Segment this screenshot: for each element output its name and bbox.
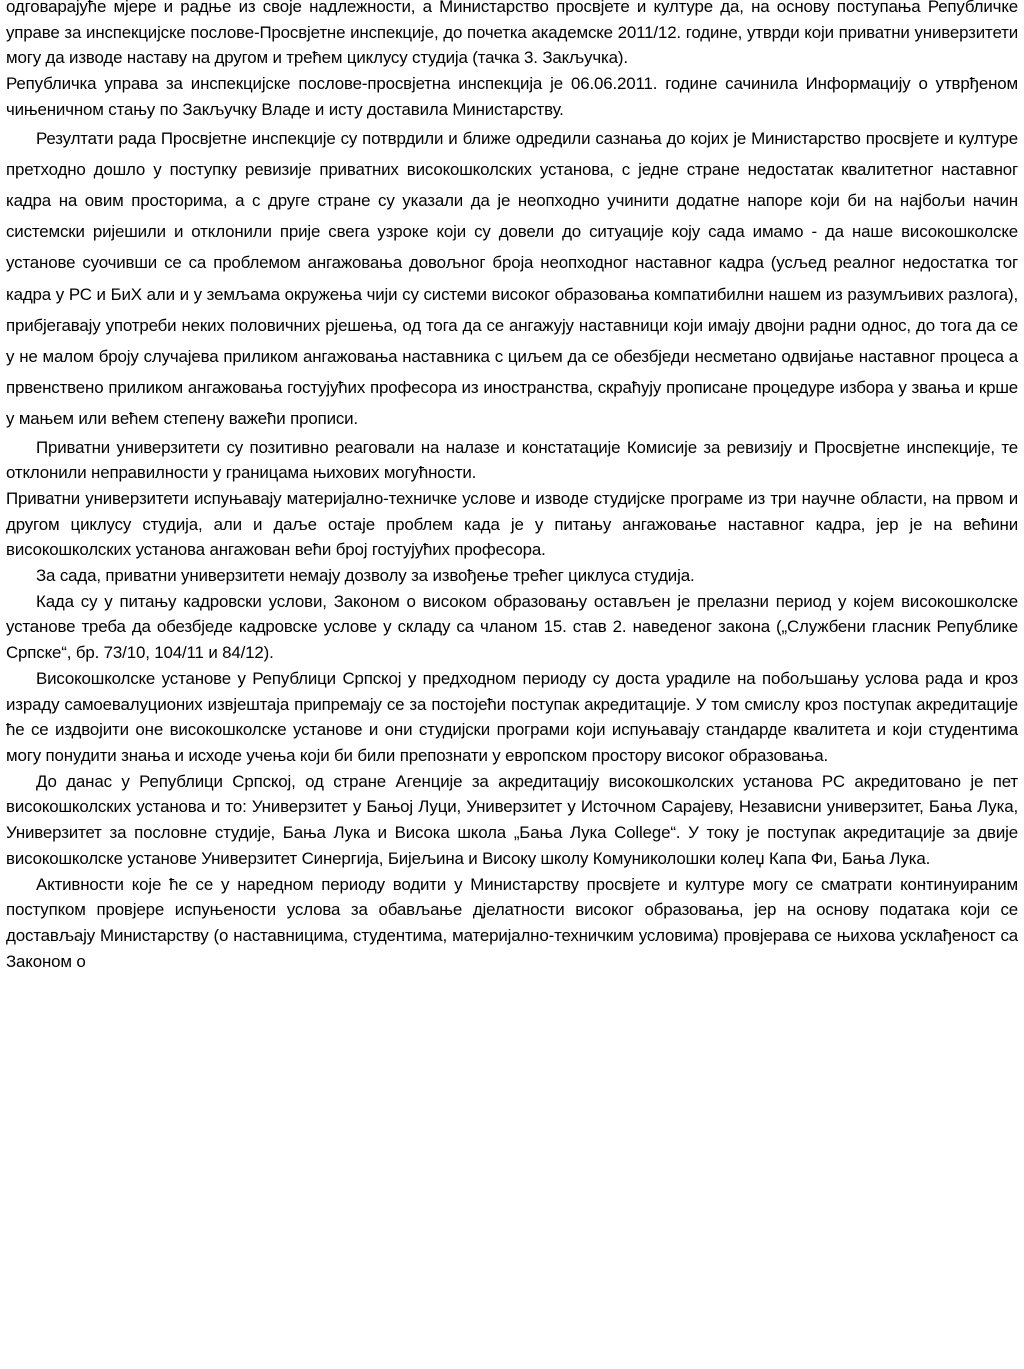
paragraph-10: Активности које ће се у наредном периоду водити у Министарству просвјете и културе могу се сматрати континуираним поступком провјере испуњености услова за обављање дјелатности високог образовања, јер на основу података који се достављају Министарству (о наставницима, студентима, материјално-техничким условима) провјерава се њихова усклађеност са Законом о bbox=[6, 874, 1018, 971]
paragraph-1: одговарајуће мјере и радње из своје надлежности, а Министарство просвјете и културе да, на основу поступања Републичке управе за инспекцијске послове-Просвјетне инспекције, до почетка академске 2011/12. године, утврди који приватни универзитети могу да изводе наставу на другом и трећем циклусу студија (тачка 3. Закључка). bbox=[6, 0, 1018, 68]
paragraph-5: Приватни универзитети испуњавају материјално-техничке услове и изводе студијске програме из три научне области, на првом и другом циклусу студија, али и даље остаје проблем када је у питању ангажовање наставног кадра, јер је на већини високошколских установа ангажован већи број гостујућих професора. bbox=[6, 488, 1018, 560]
paragraph-2: Републичка управа за инспекцијске послове-просвјетна инспекција је 06.06.2011. године сачинила Информацију о утврђеном чињеничном стању по Закључку Владе и исту доставила Министарству. bbox=[6, 74, 1018, 119]
paragraph-6: За сада, приватни универзитети немају дозволу за извођење трећег циклуса студија. bbox=[36, 566, 695, 586]
paragraph-7: Када су у питању кадровски услови, Законом о високом образовању остављен је прелазни период у којем високошколске установе треба да обезбједе кадровске услове у складу са чланом 15. став 2. наведеног закона („Службени гласник Републике Српске“, бр. 73/10, 104/11 и 84/12). bbox=[6, 591, 1018, 663]
paragraph-8: Високошколске установе у Републици Српској у предходном периоду су доста урадиле на побољшању услова рада и кроз израду самоевалуционих извјештаја припремају се за постојећи поступак акредитације. У том смислу кроз поступак акредитације ће се издвојити оне високошколске установе и они студијски програми који испуњавају стандарде квалитета и који студентима могу понудити знања и исходе учења који би били препознати у европском простору високог образовања. bbox=[6, 668, 1018, 765]
paragraph-3: Резултати рада Просвјетне инспекције су потврдили и ближе одредили сазнања до којих је Министарство просвјете и културе претходно дошло у поступку ревизије приватних високошколских установа, с једне стране недостатак квалитетног наставног кадра на овим просторима, а с друге стране су указали да је неопходно учинити додатне напоре који би на најбољи начин системски ријешили и отклонили прије свега узроке који су довели до ситуације коју сада имамо - да наше високошколске установе суочивши се са проблемом ангажовања довољног броја неопходног наставног кадра (усљед реалног недостатка тог кадра у РС и БиХ али и у земљама окружења чији су системи високог образовања компатибилни нашем из разумљивих разлога), прибјегавају употреби неких половичних рјешења, од тога да се ангажују наставници који имају двојни радни однос, до тога да се у не малом броју случајева приликом ангажовања наставника с циљем да се обезбједи несметано одвијање наставног процеса а првенствено приликом ангажовања гостујућих професора из иностранства, скраћују прописане процедуре избора у звања и крше у мањем или већем степену важећи прописи. bbox=[6, 128, 1018, 429]
paragraph-4: Приватни универзитети су позитивно реаговали на налазе и констатације Комисије за ревизију и Просвјетне инспекције, те отклонили неправилности у границама њихових могућности. bbox=[6, 437, 1018, 483]
paragraph-9: До данас у Републици Српској, од стране Агенције за акредитацију високошколских установа РС акредитовано је пет високошколских установа и то: Универзитет у Бањој Луци, Универзитет у Источном Сарајеву, Независни универзитет, Бања Лука, Универзитет за пословне студије, Бања Лука и Висока школа „Бања Лука College“. У току је поступак акредитације за двије високошколске установе Универзитет Синергија, Бијељина и Високу школу Комуниколошки колеџ Капа Фи, Бања Лука. bbox=[6, 771, 1018, 868]
